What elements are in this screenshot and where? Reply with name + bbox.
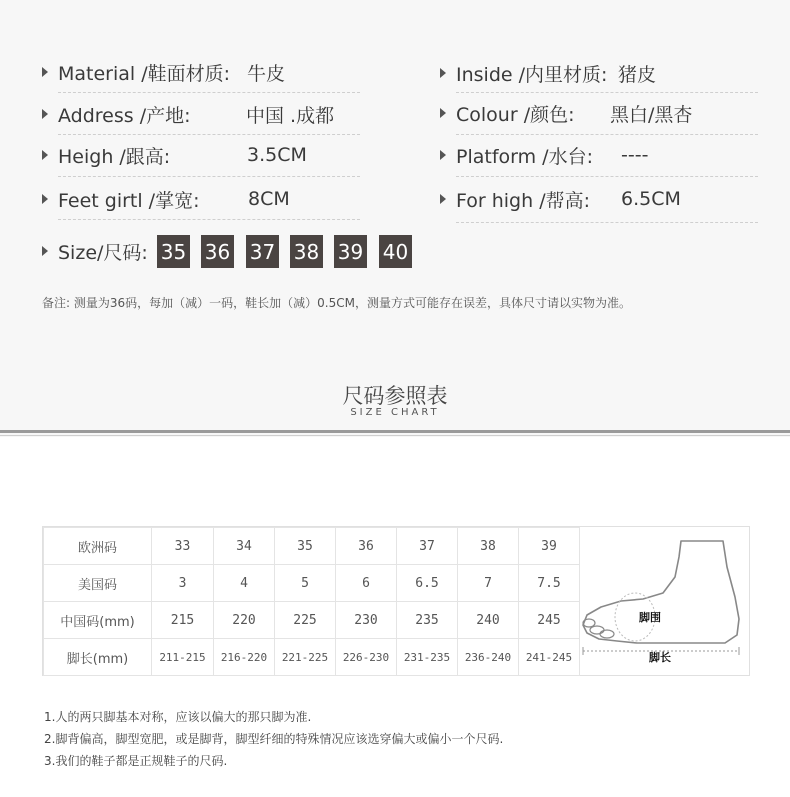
table-cell: 39 (519, 528, 580, 565)
sizing-tips (44, 706, 503, 772)
table-cell: 6 (336, 565, 397, 602)
spec-value: 黑白/黑杏 (610, 103, 693, 126)
table-cell: 7.5 (519, 565, 580, 602)
table-cell: 4 (214, 565, 275, 602)
spec-value: 6.5CM (621, 188, 681, 210)
table-cell: 34 (214, 528, 275, 565)
table-row (44, 602, 580, 639)
bullet-triangle-icon (440, 68, 446, 78)
table-cell: 215 (152, 602, 214, 639)
spec-label: Colour /颜色: (456, 103, 575, 126)
spec-for-high (440, 181, 760, 217)
spec-value: 猪皮 (618, 63, 657, 86)
bullet-triangle-icon (42, 150, 48, 160)
size-option-36[interactable]: 36 (201, 235, 234, 268)
table-cell: 230 (336, 602, 397, 639)
size-option-37[interactable]: 37 (246, 235, 279, 268)
size-label: Size/尺码: (58, 241, 148, 264)
size-table (43, 527, 580, 676)
table-cell: 36 (336, 528, 397, 565)
bullet-triangle-icon (42, 246, 48, 256)
spec-label: Inside /内里材质: (456, 63, 608, 86)
spec-colour (440, 95, 760, 131)
table-row (44, 565, 580, 602)
table-cell: 226-230 (336, 639, 397, 676)
size-option-40[interactable]: 40 (379, 235, 412, 268)
spec-label: Platform /水台: (456, 145, 593, 168)
spec-label: Address /产地: (58, 104, 191, 127)
table-row (44, 639, 580, 676)
spec-address (42, 96, 362, 132)
tip-item: 2.脚背偏高，脚型宽肥，或是脚背，脚型纤细的特殊情况应该选穿偏大或偏小一个尺码. (44, 732, 504, 746)
row-header: 美国码 (44, 565, 152, 602)
spec-label: For high /帮高: (456, 189, 590, 212)
size-option-38[interactable]: 38 (290, 235, 323, 268)
bullet-triangle-icon (42, 194, 48, 204)
size-option-39[interactable]: 39 (334, 235, 367, 268)
bullet-triangle-icon (440, 194, 446, 204)
spec-heel-height (42, 137, 362, 173)
table-cell: 33 (152, 528, 214, 565)
table-cell: 216-220 (214, 639, 275, 676)
spec-material (42, 54, 362, 90)
foot-length-label: 脚长 (649, 651, 671, 664)
measurement-note: 备注: 测量为36码，每加（减）一码，鞋长加（减）0.5CM，测量方式可能存在误差，具体尺寸请以实物为准。 (42, 296, 631, 310)
table-cell: 221-225 (275, 639, 336, 676)
tip-item: 3.我们的鞋子都是正规鞋子的尺码. (44, 754, 228, 768)
table-cell: 211-215 (152, 639, 214, 676)
spec-feet-girth (42, 181, 362, 217)
spec-value: ---- (621, 144, 649, 166)
size-option-35[interactable]: 35 (157, 235, 190, 268)
spec-value: 中国 .成都 (246, 104, 335, 127)
bullet-triangle-icon (42, 67, 48, 77)
table-cell: 240 (458, 602, 519, 639)
bullet-triangle-icon (440, 108, 446, 118)
foot-girth-label: 脚围 (639, 611, 661, 624)
table-cell: 38 (458, 528, 519, 565)
size-chart-title: 尺码参照表 (342, 384, 448, 408)
table-cell: 241-245 (519, 639, 580, 676)
table-cell: 235 (397, 602, 458, 639)
table-cell: 236-240 (458, 639, 519, 676)
bullet-triangle-icon (440, 150, 446, 160)
spec-label: Feet girtl /掌宽: (58, 189, 200, 212)
table-row (44, 528, 580, 565)
foot-diagram (577, 527, 749, 675)
size-chart-subtitle: SIZE CHART (350, 407, 440, 418)
table-cell: 245 (519, 602, 580, 639)
size-table-container (42, 526, 750, 676)
table-cell: 5 (275, 565, 336, 602)
spec-value: 8CM (248, 188, 290, 210)
table-cell: 3 (152, 565, 214, 602)
table-cell: 7 (458, 565, 519, 602)
spec-label: Material /鞋面材质: (58, 62, 231, 85)
row-header: 脚长(mm) (44, 639, 152, 676)
spec-inside (440, 55, 760, 91)
spec-platform (440, 137, 760, 173)
table-cell: 220 (214, 602, 275, 639)
table-cell: 225 (275, 602, 336, 639)
divider (0, 435, 790, 436)
spec-value: 牛皮 (247, 62, 286, 85)
table-cell: 37 (397, 528, 458, 565)
spec-label: Heigh /跟高: (58, 145, 171, 168)
row-header: 中国码(mm) (44, 602, 152, 639)
table-cell: 6.5 (397, 565, 458, 602)
tip-item: 1.人的两只脚基本对称，应该以偏大的那只脚为准. (44, 710, 312, 724)
divider (0, 430, 790, 433)
bullet-triangle-icon (42, 109, 48, 119)
table-cell: 231-235 (397, 639, 458, 676)
table-cell: 35 (275, 528, 336, 565)
spec-value: 3.5CM (247, 144, 307, 166)
row-header: 欧洲码 (44, 528, 152, 565)
